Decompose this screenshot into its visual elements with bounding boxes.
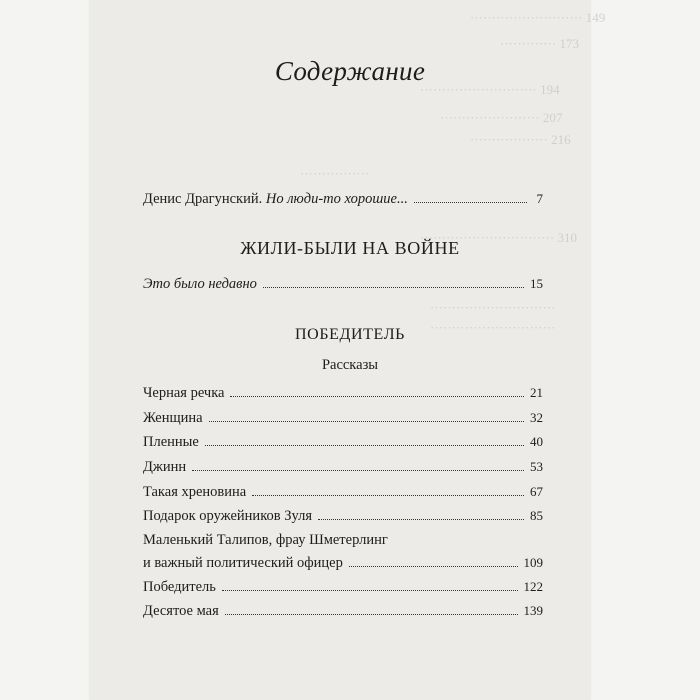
toc-entry (143, 507, 543, 525)
page-number: 40 (530, 434, 543, 449)
toc-entry (143, 578, 543, 596)
dot-leader (205, 444, 524, 446)
dot-leader (225, 613, 518, 615)
toc-entry (143, 554, 543, 572)
toc-entry (143, 602, 543, 620)
bleed-through-text: ··························· 194 (420, 82, 560, 97)
entry-label: Победитель (143, 579, 216, 595)
page-number: 139 (523, 603, 543, 618)
page-number: 85 (530, 508, 543, 523)
toc-entry (143, 275, 543, 293)
entry-label: Женщина (143, 410, 203, 426)
entry-label: Такая хреновина (143, 484, 247, 500)
page-number: 109 (523, 555, 543, 570)
dot-leader (209, 420, 524, 422)
page-number: 32 (530, 410, 543, 425)
bleed-through-text: ·························· 149 (470, 10, 606, 25)
toc-entry (143, 409, 543, 427)
entry-label-line1: Маленький Талипов, фрау Шметерлинг (143, 532, 388, 548)
entry-label-line2: и важный политический офицер (143, 555, 343, 571)
dot-leader (252, 494, 524, 496)
entry-label: Подарок оружейников Зуля (143, 508, 313, 524)
page-number: 122 (523, 579, 543, 594)
bleed-through-text: ············· 173 (500, 36, 580, 51)
entry-label: Черная речка (143, 385, 225, 401)
bleed-through-text: ····························· (430, 300, 556, 315)
entry-label: Это было недавно (143, 276, 257, 292)
intro-author: Денис Драгунский. (143, 191, 263, 207)
page-number: 7 (536, 191, 543, 206)
entry-label: Джинн (143, 459, 187, 475)
dot-leader (230, 395, 524, 397)
page-number: 67 (530, 484, 543, 499)
dot-leader (222, 589, 518, 591)
toc-entry (143, 458, 543, 476)
bleed-through-text: ·················· 216 (470, 132, 571, 147)
toc-entry (143, 483, 543, 501)
bleed-through-text: ················ (300, 166, 370, 181)
entry-label: Пленные (143, 434, 199, 450)
toc-entry (143, 384, 543, 402)
page-number: 15 (530, 276, 543, 291)
dot-leader (318, 518, 524, 520)
dot-leader (192, 469, 524, 471)
section-subtitle: Рассказы (321, 357, 379, 373)
intro-entry (143, 190, 543, 208)
intro-label (143, 190, 408, 208)
page-number: 53 (530, 459, 543, 474)
contents-heading: Содержание (274, 56, 426, 86)
bleed-through-text: ······················· 207 (440, 110, 563, 125)
page-number: 21 (530, 385, 543, 400)
dot-leader (263, 286, 524, 288)
dot-leader (349, 565, 518, 567)
toc-entry (143, 433, 543, 451)
intro-work: Но люди-то хорошие... (265, 191, 408, 207)
bleed-through-text: ····························· (430, 320, 556, 335)
dot-leader (414, 201, 527, 203)
section-title: ПОБЕДИТЕЛЬ (295, 326, 405, 343)
entry-label: Десятое мая (143, 603, 219, 619)
bleed-through-text: ······························· 310 (420, 230, 577, 245)
section-title: ЖИЛИ-БЫЛИ НА ВОЙНЕ (240, 238, 460, 258)
